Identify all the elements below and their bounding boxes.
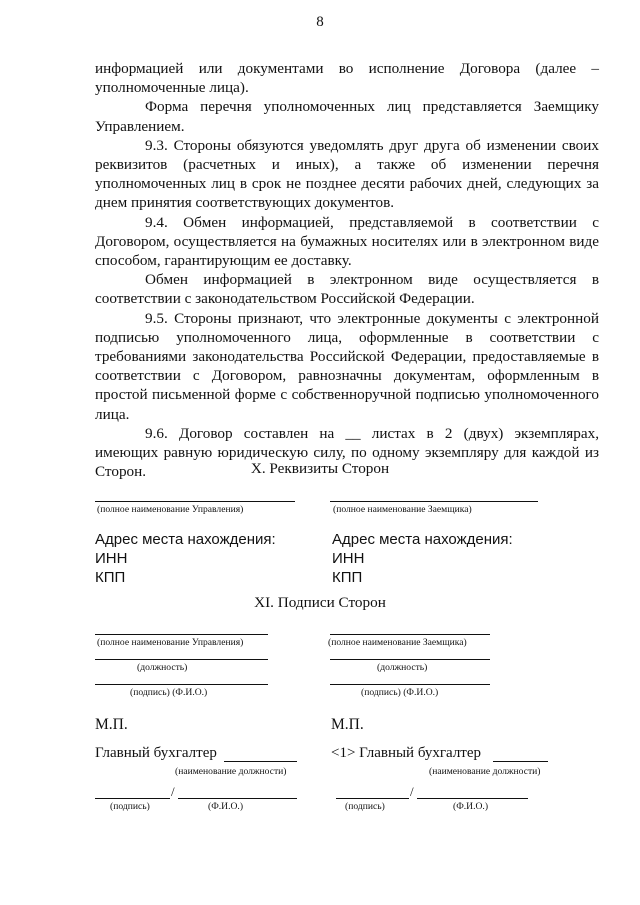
right-org-name-caption: (полное наименование Заемщика) — [333, 504, 472, 515]
right-stamp-label: М.П. — [331, 716, 364, 733]
paragraph-9-6: 9.6. Договор составлен на __ листах в 2 (двух) экземплярах, имеющих равную юридическую силу, по одному экземпляру для каждой из Сторон. — [95, 424, 599, 481]
paragraph-9-4: 9.4. Обмен информацией, представляемой в соответствии с Договором, осуществляется на бумажных носителях или в электронном виде способом, гарантирующим ее доставку. — [95, 213, 599, 270]
right-signature-caption: (подпись) (Ф.И.О.) — [361, 687, 439, 698]
right-signature-line — [330, 684, 490, 685]
right-sign-org-caption: (полное наименование Заемщика) — [328, 637, 467, 648]
right-address-label: Адрес места нахождения: — [332, 531, 513, 548]
left-inn-label: ИНН — [95, 550, 128, 567]
left-sign-caption: (подпись) — [110, 801, 150, 812]
left-requisites — [95, 530, 276, 587]
left-slash: / — [171, 784, 175, 799]
left-kpp-label: КПП — [95, 569, 126, 586]
paragraph-9-3: 9.3. Стороны обязуются уведомлять друг друга об изменении своих реквизитов (расчетных и иных), а также об изменении перечня уполномоченных лиц в срок не позднее десяти рабочих дней, следующих за днем принятия соответствующих документов. — [95, 136, 599, 212]
left-accountant-caption: (наименование должности) — [175, 766, 287, 777]
left-org-name-caption: (полное наименование Управления) — [97, 504, 244, 515]
left-fio-underline — [178, 798, 297, 799]
section-x-title: X. Реквизиты Сторон — [250, 460, 390, 477]
paragraph-list-form: Форма перечня уполномоченных лиц представляется Заемщику Управлением. — [95, 98, 599, 135]
right-sign-org-line — [330, 634, 490, 635]
section-xi-title: XI. Подписи Сторон — [254, 594, 386, 611]
left-position-line — [95, 659, 268, 660]
paragraph-electronic-exchange: Обмен информацией в электронном виде осуществляется в соответствии с законодательством Российской Федерации. — [95, 271, 599, 308]
right-accountant-caption: (наименование должности) — [429, 766, 541, 777]
left-sign-org-line — [95, 634, 268, 635]
right-inn-label: ИНН — [332, 550, 365, 567]
right-sign-underline — [336, 798, 409, 799]
right-kpp-label: КПП — [332, 569, 363, 586]
right-accountant-line — [493, 761, 548, 762]
right-org-name-line — [330, 501, 538, 502]
left-org-name-line — [95, 501, 295, 502]
right-fio-caption: (Ф.И.О.) — [453, 801, 489, 812]
page-number: 8 — [316, 14, 324, 30]
left-sign-org-caption: (полное наименование Управления) — [97, 637, 244, 648]
left-stamp-label: М.П. — [95, 716, 128, 733]
left-signature-line — [95, 684, 268, 685]
left-address-label: Адрес места нахождения: — [95, 531, 276, 548]
right-fio-underline — [417, 798, 528, 799]
left-fio-caption: (Ф.И.О.) — [208, 801, 244, 812]
right-sign-caption: (подпись) — [345, 801, 385, 812]
right-slash: / — [410, 784, 414, 799]
contract-body — [95, 59, 599, 481]
paragraph-continuation: информацией или документами во исполнение Договора (далее – уполномоченные лица). — [95, 60, 599, 97]
right-position-line — [330, 659, 490, 660]
left-position-caption: (должность) — [137, 662, 188, 673]
paragraph-9-5: 9.5. Стороны признают, что электронные документы с электронной подписью уполномоченного лица, оформленные в соответствии с требованиями законодательства Российской Федерации, предоставляемые в соответствии с Договором, равнозначны документам, оформленным в простой письменной форме с собственноручной подписью уполномоченного лица. — [95, 309, 599, 423]
left-signature-caption: (подпись) (Ф.И.О.) — [130, 687, 208, 698]
left-accountant-label: Главный бухгалтер — [95, 745, 217, 761]
right-position-caption: (должность) — [377, 662, 428, 673]
right-requisites — [332, 530, 513, 587]
left-sign-underline — [95, 798, 170, 799]
right-accountant-label: <1> Главный бухгалтер — [331, 745, 482, 761]
left-accountant-line — [224, 761, 297, 762]
